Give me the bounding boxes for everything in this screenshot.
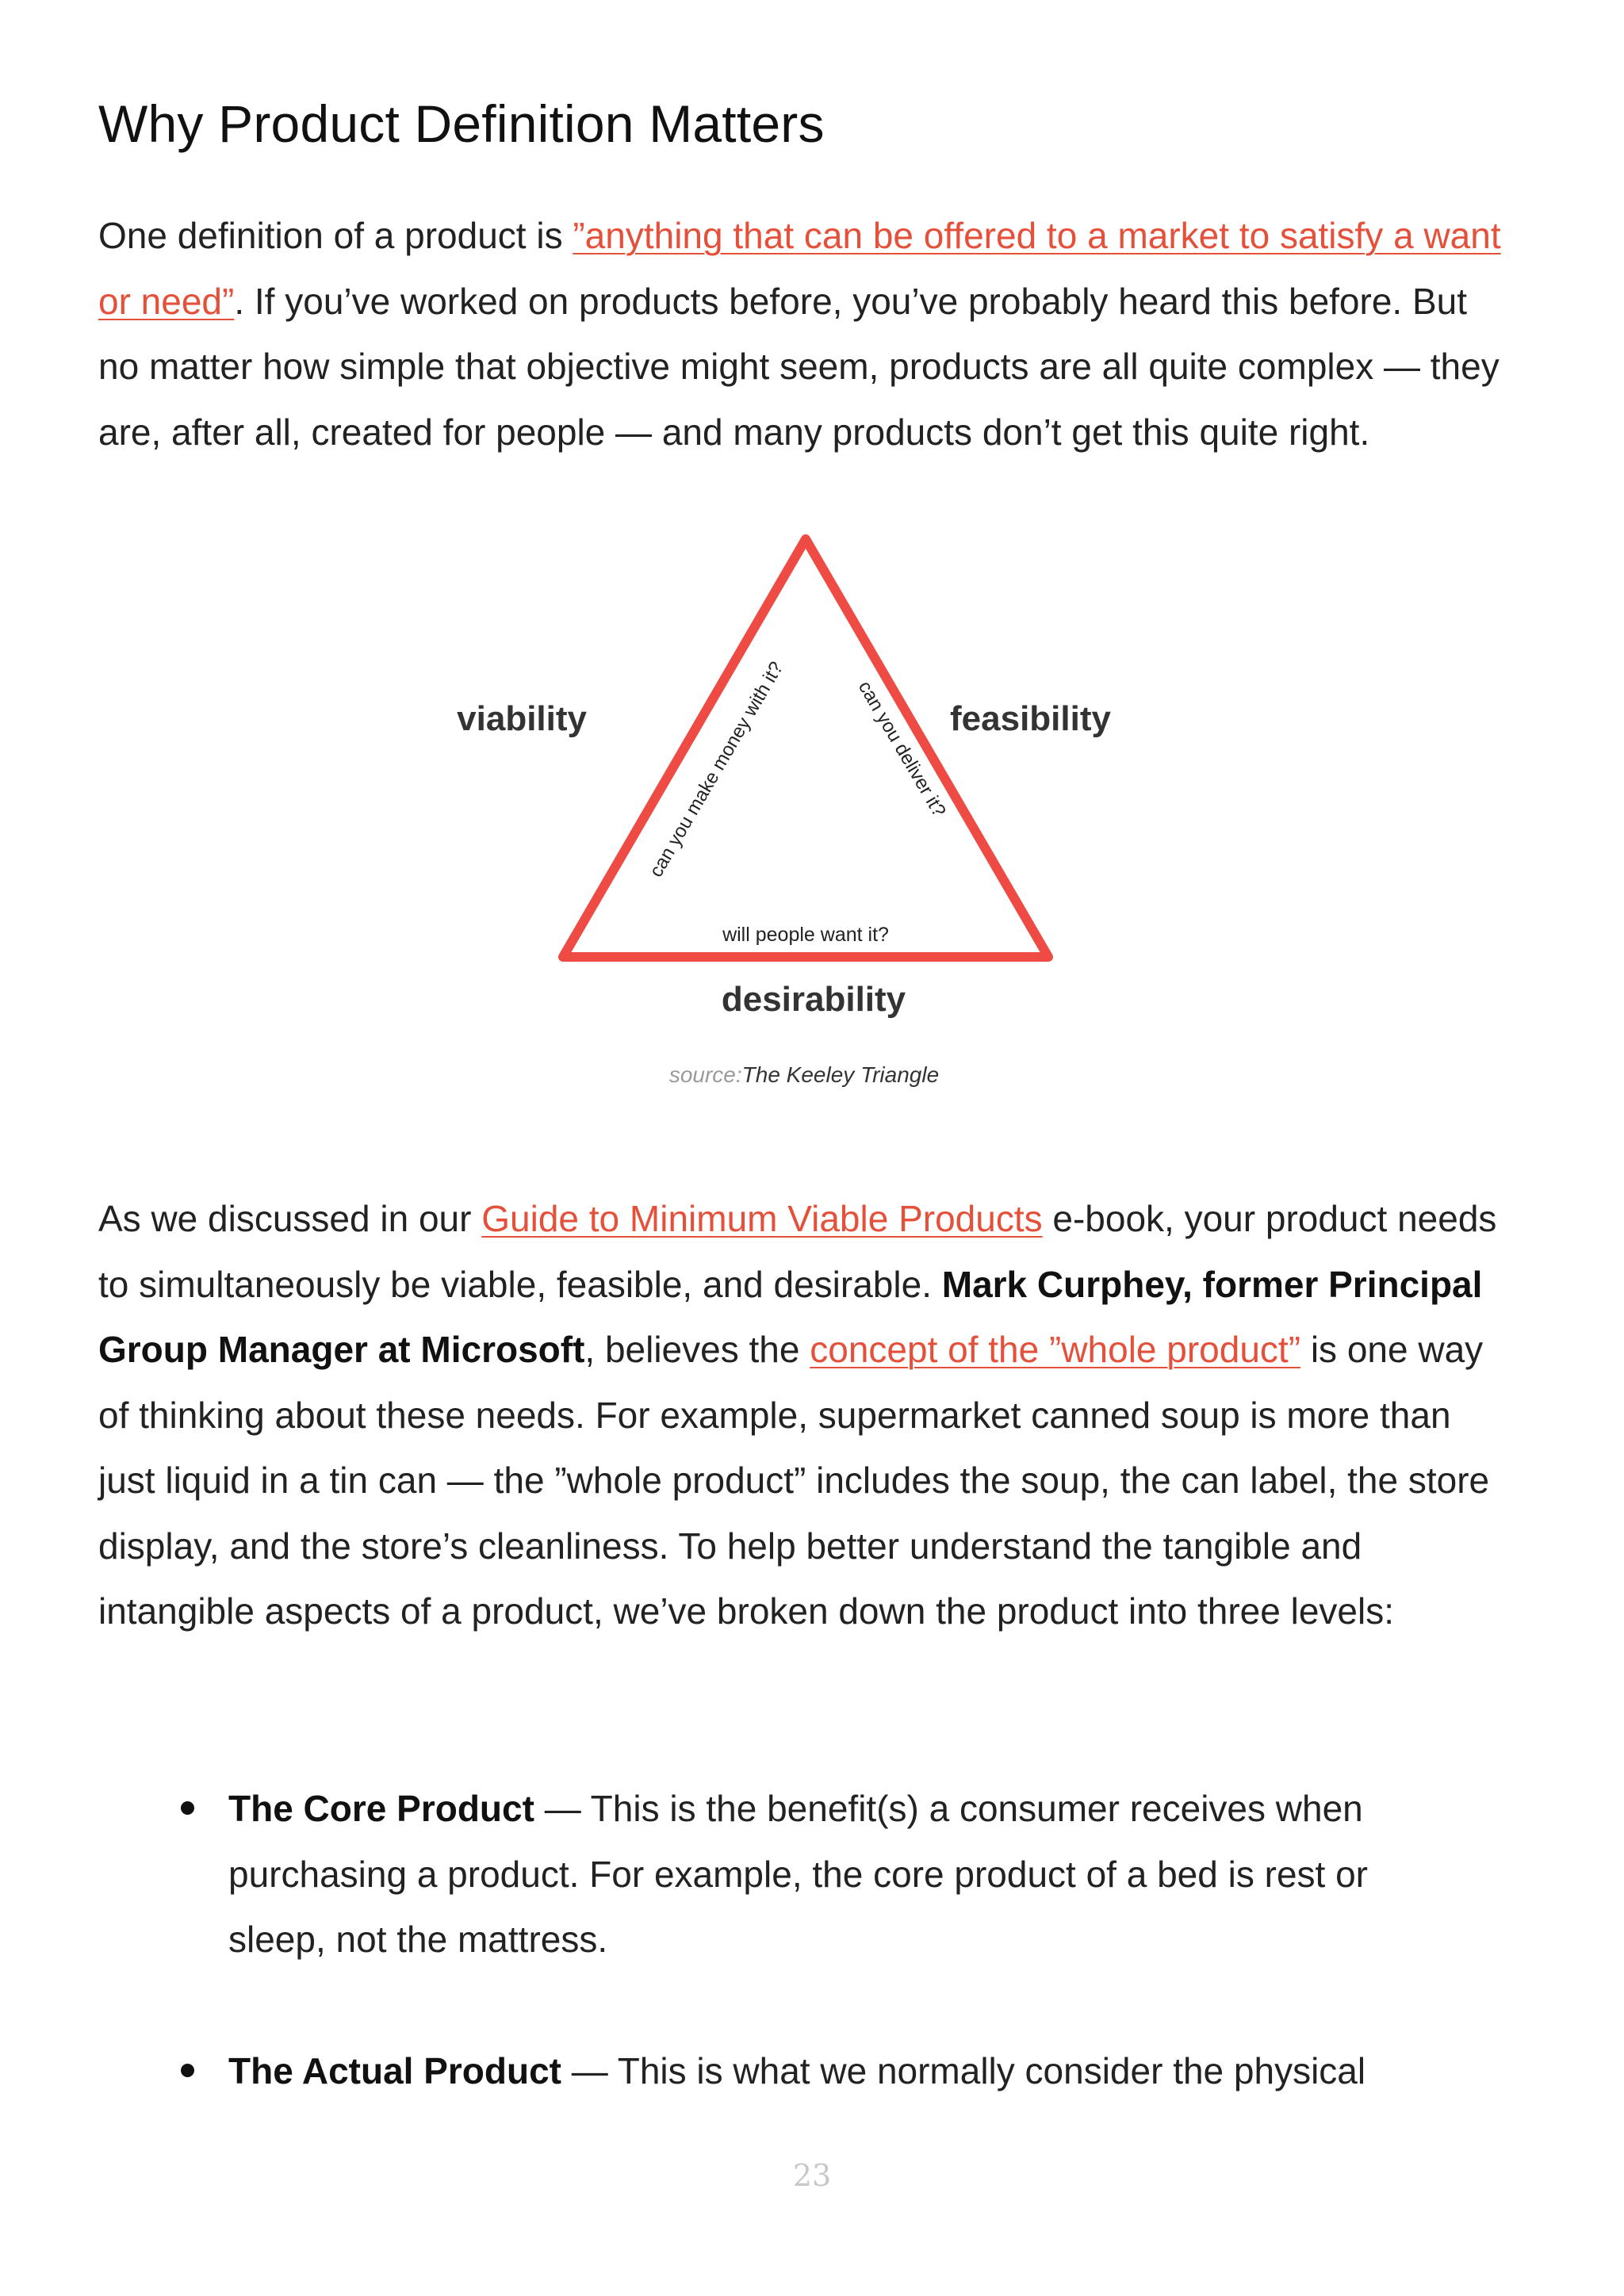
product-definition-link[interactable]: ”anything that can be offered to a market to satisfy a want or need” [98, 215, 1501, 322]
feasibility-label: feasibility [950, 699, 1111, 738]
viability-label: viability [457, 699, 587, 738]
intro-text-after-link: . If you’ve worked on products before, you’ve probably heard this before. But no matter how simple that objective might seem, products are all quite complex — they are, after all, created for people — and many products don’t get this quite right. [98, 280, 1500, 453]
whole-product-link[interactable]: concept of the ”whole product” [810, 1329, 1301, 1370]
bullet-text: — This is what we normally consider the physical [561, 2050, 1366, 2091]
list-item [228, 1776, 1465, 1973]
caption-source-text: The Keeley Triangle [741, 1062, 940, 1087]
bullet-term: The Core Product [228, 1788, 534, 1829]
intro-paragraph [98, 203, 1510, 465]
caption-source-label: source: [668, 1062, 742, 1087]
left-edge-text: can you make money with it? [645, 657, 788, 882]
list-item [228, 2038, 1465, 2104]
p2-text-4: is one way of thinking about these needs. For example, supermarket canned soup is more than just liquid in a tin can — the ”whole product” includes the soup, the can label, the store display, and the store’s cleanliness. To help better understand the tangible and intangible aspects of a product, we’ve broken down the product into three levels: [98, 1329, 1490, 1632]
right-edge-text: can you deliver it? [853, 677, 950, 821]
desirability-label: desirability [721, 980, 906, 1019]
bullet-dot-icon [181, 2064, 194, 2077]
mvp-guide-link[interactable]: Guide to Minimum Viable Products [481, 1198, 1043, 1239]
page-title: Why Product Definition Matters [98, 94, 825, 153]
bullet-dot-icon [181, 1801, 194, 1815]
bullet-text: — This is the benefit(s) a consumer receives when purchasing a product. For example, the core product of a bed is rest or sleep, not the mattress. [228, 1788, 1368, 1960]
triangle-outline [563, 539, 1048, 957]
keeley-triangle-diagram [98, 523, 1510, 1062]
figure-caption [98, 1062, 1510, 1088]
intro-text-before-link: One definition of a product is [98, 215, 573, 256]
p2-text-3: , believes the [584, 1329, 810, 1370]
p2-text-1: As we discussed in our [98, 1198, 482, 1239]
keeley-triangle-figure [98, 523, 1510, 1126]
p2-bold-person: Mark Curphey, former Principal Group Manager at Microsoft [98, 1263, 1483, 1370]
p2-text-2: e-book, your product needs to simultaneously be viable, feasible, and desirable. [98, 1198, 1497, 1305]
bullet-term: The Actual Product [228, 2050, 561, 2091]
whole-product-paragraph [98, 1186, 1510, 1644]
bottom-edge-text: will people want it? [722, 924, 889, 946]
page-number: 23 [792, 2158, 832, 2193]
